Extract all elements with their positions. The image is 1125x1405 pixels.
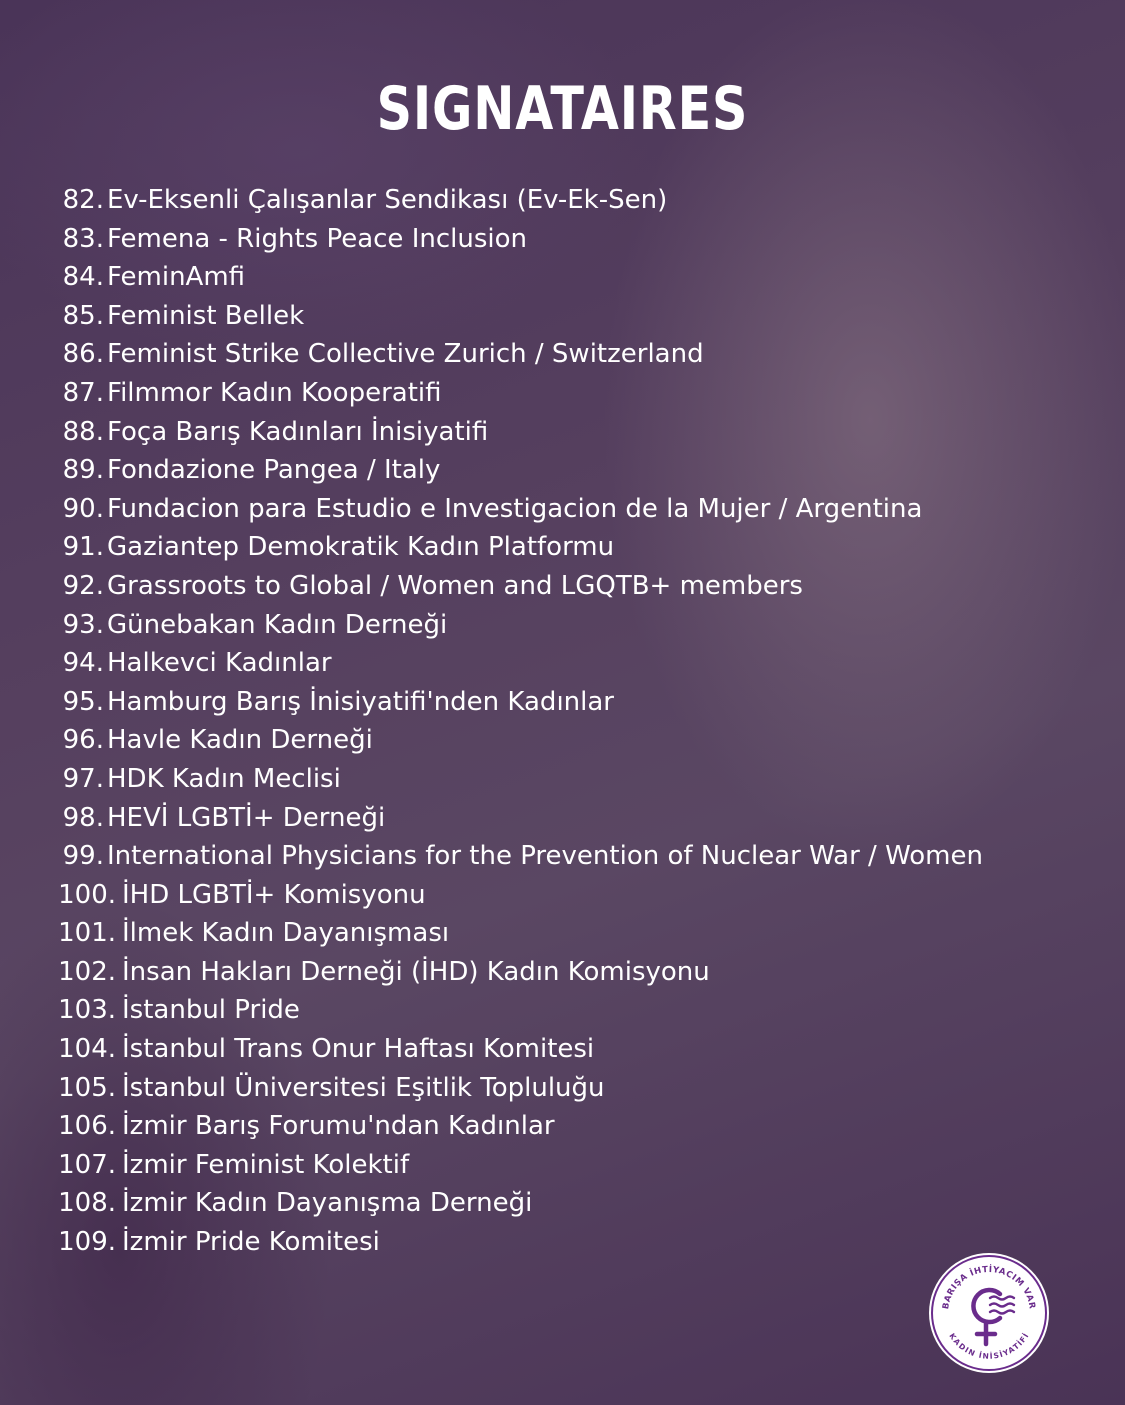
list-item <box>0 1146 1125 1185</box>
list-item-text: HDK Kadın Meclisi <box>107 763 341 794</box>
list-item-number: 82. <box>62 185 104 215</box>
list-item-text: Havle Kadın Derneği <box>107 725 373 756</box>
list-item-number: 91. <box>62 532 104 563</box>
list-item-number: 98. <box>62 802 104 833</box>
list-item-text: İstanbul Pride <box>122 995 300 1026</box>
list-item <box>0 374 1125 413</box>
list-item-number: 107. <box>58 1149 116 1180</box>
list-item-number: 106. <box>58 1111 116 1142</box>
list-item-text: İlmek Kadın Dayanışması <box>122 918 450 949</box>
list-item <box>0 760 1125 799</box>
list-item-text: HEVİ LGBTİ+ Derneği <box>107 802 386 833</box>
list-item-text: Filmmor Kadın Kooperatifi <box>107 377 442 408</box>
list-item <box>0 683 1125 722</box>
list-item-number: 96. <box>62 725 104 756</box>
list-item <box>0 721 1125 760</box>
list-item <box>0 567 1125 606</box>
list-item-text: Gaziantep Demokratik Kadın Platformu <box>107 532 615 563</box>
list-item-number: 83. <box>62 223 104 254</box>
list-item <box>0 528 1125 567</box>
list-item-text: Hamburg Barış İnisiyatifi'nden Kadınlar <box>107 686 614 717</box>
list-item <box>0 799 1125 838</box>
list-item-text: Feminist Bellek <box>107 300 305 331</box>
list-item-number: 90. <box>62 493 104 524</box>
logo-bottom-text: KADIN İNİSİYATİFİ <box>947 1331 1031 1361</box>
list-item <box>0 181 1125 220</box>
list-item-number: 93. <box>62 609 104 640</box>
list-item-number: 94. <box>62 648 104 679</box>
list-item <box>0 413 1125 452</box>
list-item <box>0 220 1125 259</box>
list-item-text: Günebakan Kadın Derneği <box>107 609 448 640</box>
list-item <box>0 953 1125 992</box>
page-title: SIGNATAIRES <box>376 74 749 144</box>
list-item-text: İstanbul Trans Onur Haftası Komitesi <box>122 1034 595 1065</box>
list-item-number: 108. <box>58 1188 116 1219</box>
list-item-text: İHD LGBTİ+ Komisyonu <box>122 879 426 910</box>
list-item <box>0 914 1125 953</box>
list-item-number: 89. <box>62 455 104 486</box>
list-item-number: 99. <box>62 841 104 872</box>
list-item-text: İzmir Barış Forumu'ndan Kadınlar <box>122 1111 555 1142</box>
list-item-number: 88. <box>62 416 104 447</box>
list-item <box>0 991 1125 1030</box>
list-item <box>0 451 1125 490</box>
list-item <box>0 490 1125 529</box>
list-item-number: 105. <box>58 1072 116 1103</box>
list-item-number: 84. <box>62 262 104 293</box>
list-item <box>0 1184 1125 1223</box>
list-item-number: 87. <box>62 377 104 408</box>
list-item-number: 86. <box>62 339 104 370</box>
list-item <box>0 1107 1125 1146</box>
list-item <box>0 335 1125 374</box>
list-item-text: Feminist Strike Collective Zurich / Switzerland <box>107 339 704 370</box>
list-item-number: 104. <box>58 1034 116 1065</box>
logo <box>928 1252 1050 1374</box>
list-item <box>0 837 1125 876</box>
list-item-number: 103. <box>58 995 116 1026</box>
list-item <box>0 644 1125 683</box>
list-item-text: İzmir Feminist Kolektif <box>122 1149 410 1180</box>
list-item-text: Fundacion para Estudio e Investigacion de la Mujer / Argentina <box>107 493 923 524</box>
list-item-text: Grassroots to Global / Women and LGQTB+ members <box>107 570 803 601</box>
list-item <box>0 606 1125 645</box>
list-item-text: International Physicians for the Prevention of Nuclear War / Women <box>107 841 983 872</box>
list-item-number: 97. <box>62 763 104 794</box>
logo-top-text: BARIŞA İHTİYACIM VAR <box>941 1264 1037 1311</box>
list-item-text: İzmir Pride Komitesi <box>122 1227 380 1258</box>
list-item-text: Halkevci Kadınlar <box>107 648 332 679</box>
list-item-text: Foça Barış Kadınları İnisiyatifi <box>107 416 489 447</box>
list-item <box>0 1069 1125 1108</box>
list-item-text: İzmir Kadın Dayanışma Derneği <box>122 1188 533 1219</box>
list-item <box>0 258 1125 297</box>
list-item-number: 85. <box>62 300 104 331</box>
list-item-text: Ev-Eksenli Çalışanlar Sendikası (Ev-Ek-Sen) <box>107 185 668 215</box>
list-item-number: 92. <box>62 570 104 601</box>
list-item-text: İnsan Hakları Derneği (İHD) Kadın Komisyonu <box>122 956 710 987</box>
signatory-list <box>0 181 1125 1262</box>
list-item-text: Fondazione Pangea / Italy <box>107 455 441 486</box>
list-item <box>0 1030 1125 1069</box>
list-item-text: FeminAmfi <box>107 262 246 293</box>
list-item <box>0 876 1125 915</box>
list-item-number: 109. <box>58 1227 116 1258</box>
list-item-number: 100. <box>58 879 116 910</box>
list-item <box>0 297 1125 336</box>
list-item-number: 102. <box>58 956 116 987</box>
list-item-text: Femena - Rights Peace Inclusion <box>107 223 527 254</box>
list-item-text: İstanbul Üniversitesi Eşitlik Topluluğu <box>122 1072 605 1103</box>
list-item-number: 95. <box>62 686 104 717</box>
list-item-number: 101. <box>58 918 116 949</box>
